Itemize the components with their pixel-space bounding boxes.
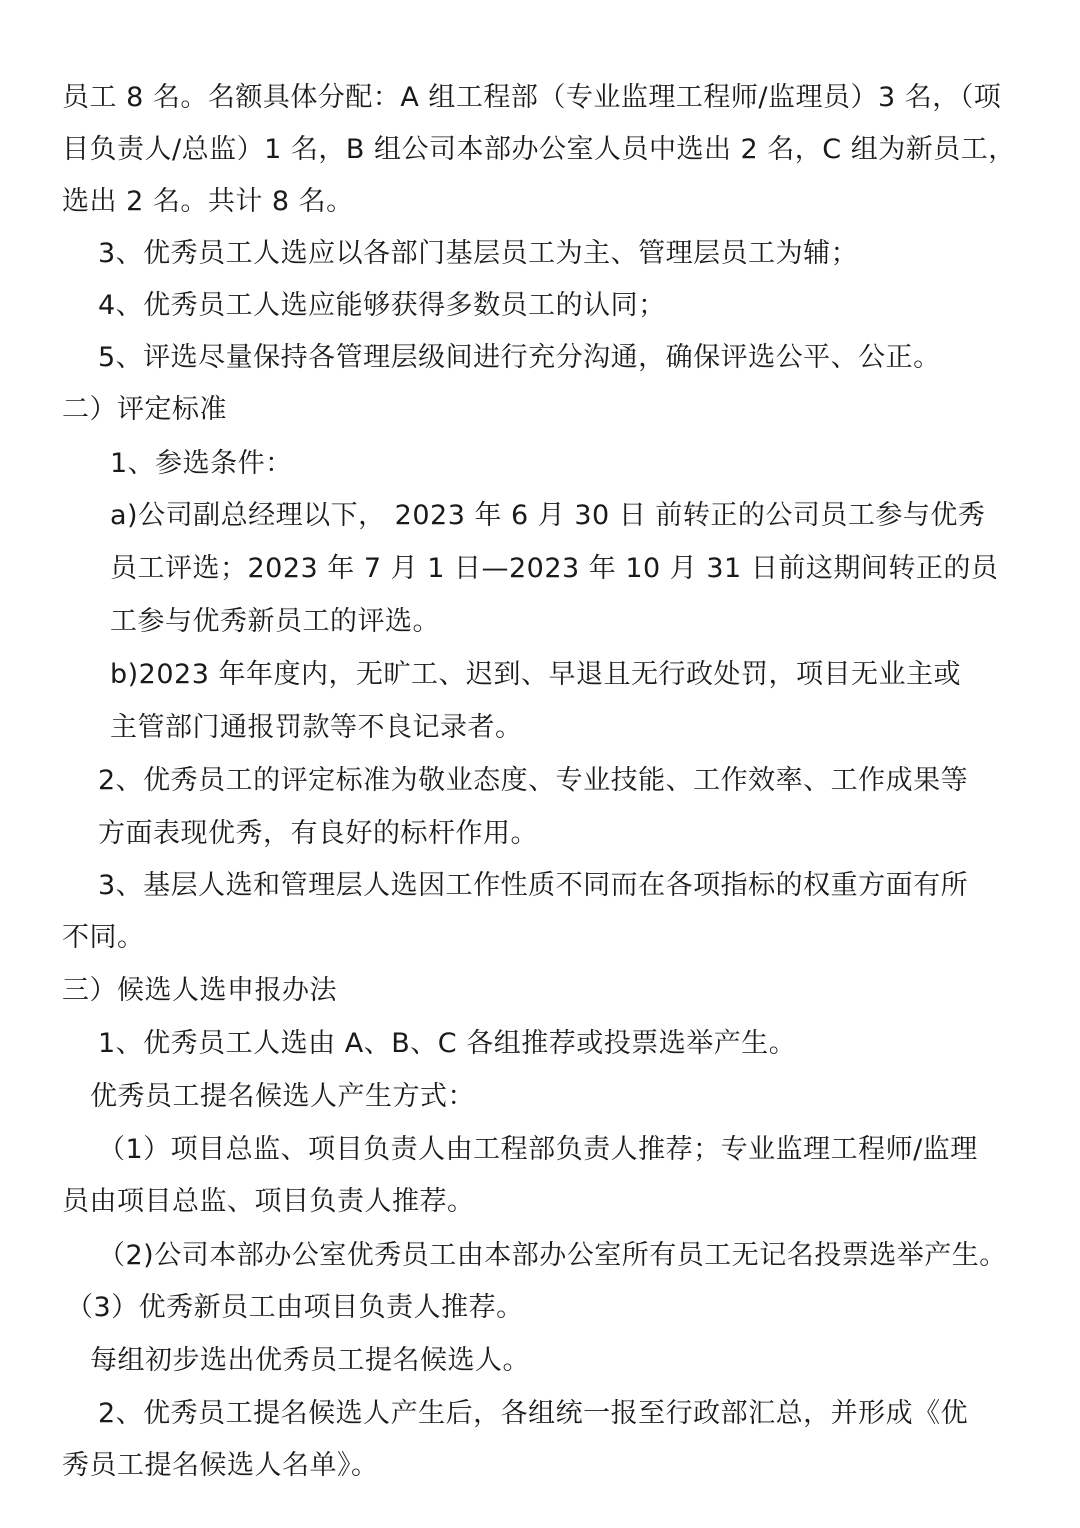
text-line: 每组初步选出优秀员工提名候选人。	[90, 1345, 530, 1376]
text-line: 5、评选尽量保持各管理层级间进行充分沟通，确保评选公平、公正。	[98, 342, 941, 373]
text-line: 2、优秀员工提名候选人产生后，各组统一报至行政部汇总，并形成《优	[98, 1398, 969, 1429]
text-line: 2、优秀员工的评定标准为敬业态度、专业技能、工作效率、工作成果等	[98, 765, 969, 796]
text-line: 4、优秀员工人选应能够获得多数员工的认同；	[98, 290, 666, 321]
text-line: （1）项目总监、项目负责人由工程部负责人推荐；专业监理工程师/监理	[98, 1134, 978, 1165]
text-line: 3、基层人选和管理层人选因工作性质不同而在各项指标的权重方面有所	[98, 870, 969, 901]
text-line: 1、参选条件：	[110, 448, 293, 479]
section-heading: 二）评定标准	[62, 394, 227, 425]
text-line: 工参与优秀新员工的评选。	[110, 606, 440, 637]
text-line: （2)公司本部办公室优秀员工由本部办公室所有员工无记名投票选举产生。	[98, 1240, 1007, 1271]
text-line: 选出 2 名。共计 8 名。	[62, 186, 354, 217]
text-line: 员工 8 名。名额具体分配：A 组工程部（专业监理工程师/监理员）3 名，（项	[62, 82, 1002, 113]
text-line: 主管部门通报罚款等不良记录者。	[110, 712, 523, 743]
text-line: 优秀员工提名候选人产生方式：	[90, 1081, 475, 1112]
text-line: b)2023 年年度内，无旷工、迟到、早退且无行政处罚，项目无业主或	[110, 659, 961, 690]
section-heading: 三）候选人选申报办法	[62, 975, 337, 1006]
text-line: 1、优秀员工人选由 A、B、C 各组推荐或投票选举产生。	[98, 1028, 797, 1059]
text-line: a)公司副总经理以下， 2023 年 6 月 30 日 前转正的公司员工参与优秀	[110, 500, 986, 531]
text-line: 员工评选；2023 年 7 月 1 日—2023 年 10 月 31 日前这期间转正的员	[110, 553, 999, 584]
text-line: 3、优秀员工人选应以各部门基层员工为主、管理层员工为辅；	[98, 238, 859, 269]
text-line: 秀员工提名候选人名单》。	[62, 1450, 379, 1481]
text-line: （3）优秀新员工由项目负责人推荐。	[66, 1292, 524, 1323]
text-line: 员由项目总监、项目负责人推荐。	[62, 1186, 475, 1217]
text-line: 方面表现优秀，有良好的标杆作用。	[98, 818, 538, 849]
text-line: 目负责人/总监）1 名，B 组公司本部办公室人员中选出 2 名，C 组为新员工，	[62, 134, 1016, 165]
text-line: 不同。	[62, 922, 145, 953]
